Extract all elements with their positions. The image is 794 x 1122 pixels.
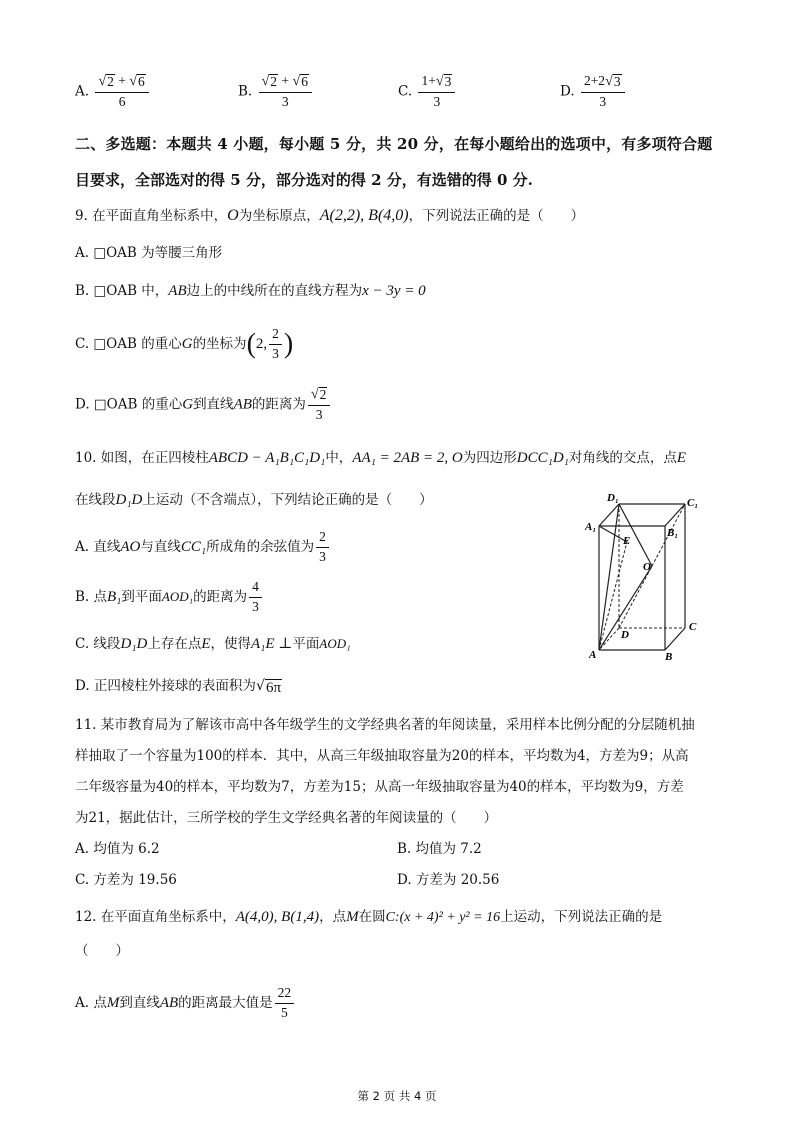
label-d: D: [621, 629, 629, 641]
q9-option-c: C. □OAB 的重心G的坐标为(2, $\frac{2}{3}$ ): [75, 326, 294, 361]
edge-c1b1: [665, 504, 685, 526]
q11-option-b: B. 均值为 7.2: [397, 841, 482, 857]
label-d1: D₁: [607, 492, 619, 504]
q8-option-b: B. √ 2 + √ 6 3: [238, 74, 398, 110]
label-o: O: [643, 561, 651, 573]
q11-stem-line4: 为21，据此估计，三所学校的学生文学经典名著的年阅读量的（ ）: [75, 810, 498, 826]
q10-option-b: B. 点B₁到平面AOD₁的距离为 $\frac{4}{3}$: [75, 580, 264, 615]
q12-option-a: A. 点M到直线AB的距离最大值是 $\frac{22}{5}$: [75, 986, 296, 1021]
prism-figure: [585, 492, 705, 662]
q9-option-a: A. □OAB 为等腰三角形: [75, 245, 223, 261]
edge-bc: [665, 628, 685, 650]
q10-option-c: C. 线段D₁D上存在点E，使得A₁E ⊥平面AOD₁: [75, 636, 351, 652]
q9-option-b: B. □OAB 中，AB边上的中线所在的直线方程为x − 3y = 0: [75, 283, 426, 299]
q12-answer-paren: （ ）: [75, 943, 129, 959]
q8-option-a: A. √ 2 + √ 6 6: [75, 74, 238, 110]
label-a: A: [589, 649, 597, 661]
q8-option-c: C. 1+ √ 3 3: [398, 74, 560, 110]
label-c1: C₁: [687, 497, 699, 509]
q10-stem-line2: 在线段D₁D上运动（不含端点），下列结论正确的是（ ）: [75, 492, 433, 508]
q8-options: [75, 74, 715, 110]
q11-option-c: C. 方差为 19.56: [75, 872, 177, 888]
q10-stem-line1: 10. 如图，在正四棱柱ABCD − A₁B₁C₁D₁中，AA₁ = 2AB = 2, O为四边形DCC₁D₁对角线的交点，点E: [75, 450, 687, 466]
q11-option-a: A. 均值为 6.2: [75, 841, 160, 857]
label-a1: A₁: [585, 521, 597, 533]
q10-option-a: A. 直线AO与直线CC₁所成角的余弦值为 $\frac{2}{3}$: [75, 530, 331, 565]
q11-stem-line3: 二年级容量为40的样本，平均数为7，方差为15；从高一年级抽取容量为40的样本，平均数为9，方差: [75, 779, 684, 795]
label-e: E: [623, 535, 631, 547]
q9-stem: 9. 在平面直角坐标系中，O为坐标原点，A(2,2), B(4,0)，下列说法正确的是（ ）: [75, 207, 585, 224]
q12-stem: 12. 在平面直角坐标系中，A(4,0), B(1,4)，点M在圆C:(x + 4)² + y² = 16上运动，下列说法正确的是: [75, 909, 663, 925]
section2-header-line1: 二、多选题：本题共 4 小题，每小题 5 分，共 20 分，在每小题给出的选项中，有多项符合题: [75, 135, 713, 153]
label-b1: B₁: [667, 527, 679, 539]
label-b: B: [665, 651, 673, 662]
q11-stem-line2: 样抽取了一个容量为100的样本．其中，从高三年级抽取容量为20的样本，平均数为4，方差为9；从高: [75, 748, 689, 764]
q10-option-d: D. 正四棱柱外接球的表面积为 √ 6π: [75, 678, 282, 696]
q9-option-d: D. □OAB 的重心G到直线AB的距离为 √ 2 3: [75, 387, 332, 423]
page-footer: 第 2 页 共 4 页: [357, 1089, 437, 1103]
label-c: C: [689, 621, 697, 633]
section2-header-line2: 目要求，全部选对的得 5 分，部分选对的得 2 分，有选错的得 0 分.: [75, 171, 533, 189]
q11-stem-line1: 11. 某市教育局为了解该市高中各年级学生的文学经典名著的年阅读量，采用样本比例分配的分层随机抽: [75, 717, 695, 733]
q8-option-d: D. 2+2 √ 3 3: [560, 74, 710, 110]
q11-option-d: D. 方差为 20.56: [397, 872, 500, 888]
